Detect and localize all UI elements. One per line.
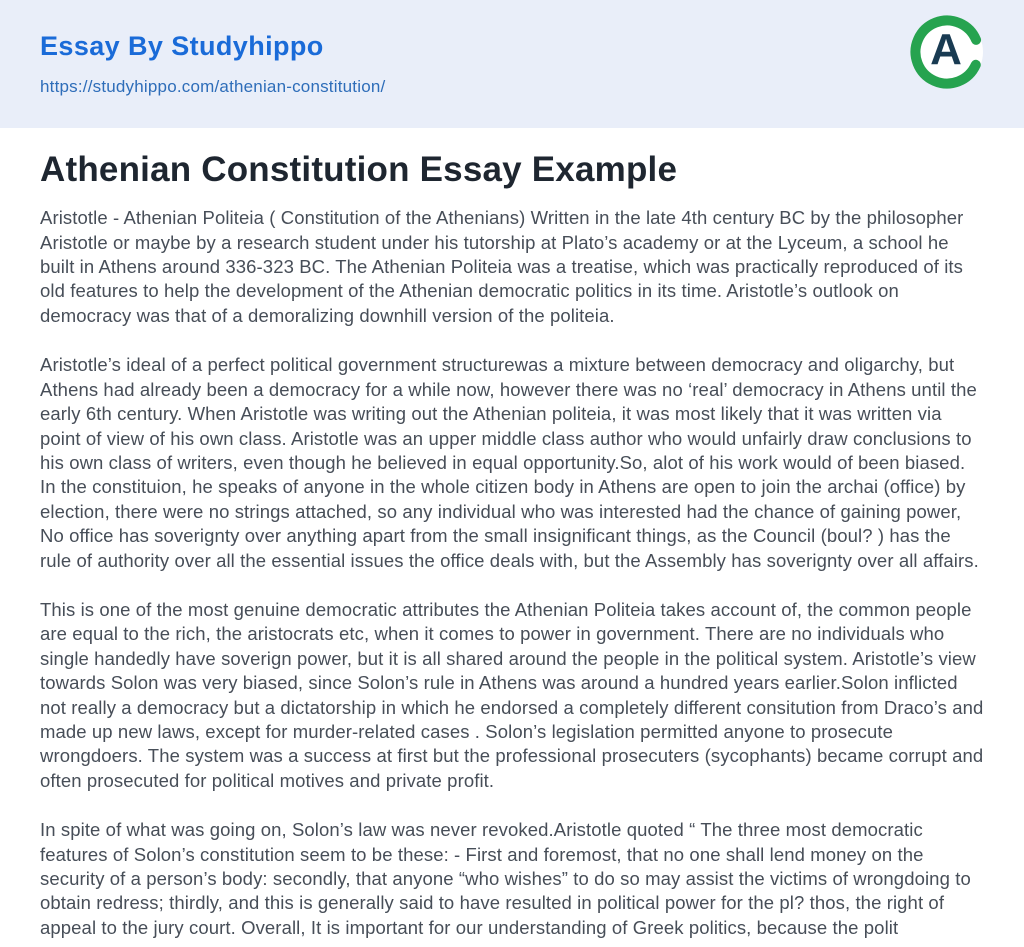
- essay-paragraph-4: In spite of what was going on, Solon’s law was never revoked.Aristotle quoted “ The three most democratic features of Solon’s constitution seem to be these: - First and foremost, that no one shall lend money on the security of a person’s body: secondly, that anyone “who wishes” to do so may assist the victims of wrongdoing to obtain redress; thirdly, and this is generally said to have resulted in political power for the pl? thos, the right of appeal to the jury court. Overall, It is important for our understanding of Greek politics, because the polit: [40, 819, 971, 938]
- header-text-block: [40, 32, 984, 97]
- essay-paragraph-2: Aristotle’s ideal of a perfect political government structurewas a mixture between democracy and oligarchy, but Athens had already been a democracy for a while now, however there was no ‘real’ democracy in Athens until the early 6th century. When Aristotle was writing out the Athenian politeia, it was most likely that it was written via point of view of his own class. Aristotle was an upper middle class author who would unfairly draw conclusions to his own class of writers, even though he believed in equal opportunity.So, alot of his work would of been biased. In the constituion, he speaks of anyone in the whole citizen body in Athens are open to join the archai (office) by election, there were no strings attached, so any individual who was interested had the chance of gaining power, No office has soverignty over anything apart from the small insignificant things, as the Council (boul? ) has the rule of authority over all the essential issues the office deals with, but the Assembly has soverignty over all affairs.: [40, 354, 979, 571]
- page-header: [0, 0, 1024, 128]
- site-label: Essay By Studyhippo: [40, 31, 324, 61]
- page-title: Athenian Constitution Essay Example: [40, 150, 678, 189]
- essay-paragraph-1: Aristotle - Athenian Politeia ( Constitution of the Athenians) Written in the late 4th century BC by the philosopher Aristotle or maybe by a research student under his tutorship at Plato’s academy or at the Lyceum, a school he built in Athens around 336-323 BC. The Athenian Politeia was a treatise, which was practically reproduced of its old features to help the development of the Athenian democratic politics in its time. Aristotle’s outlook on democracy was that of a demoralizing downhill version of the politeia.: [40, 207, 964, 326]
- studyhippo-logo: [908, 13, 986, 91]
- logo-letter: A: [930, 25, 962, 75]
- source-url-link[interactable]: https://studyhippo.com/athenian-constitution/: [40, 76, 386, 96]
- essay-paragraph-3: This is one of the most genuine democratic attributes the Athenian Politeia takes account of, the common people are equal to the rich, the aristocrats etc, when it comes to power in government. There are no individuals who single handedly have soverign power, but it is all shared around the people in the political system. Aristotle’s view towards Solon was very biased, since Solon’s rule in Athens was around a hundred years earlier.Solon inflicted not really a democracy but a dictatorship in which he endorsed a completely different consitution from Draco’s and made up new laws, except for murder-related cases . Solon’s legislation permitted anyone to prosecute wrongdoers. The system was a success at first but the professional prosecuters (sycophants) became corrupt and often prosecuted for political motives and private profit.: [40, 598, 984, 791]
- essay-article: [0, 128, 1024, 940]
